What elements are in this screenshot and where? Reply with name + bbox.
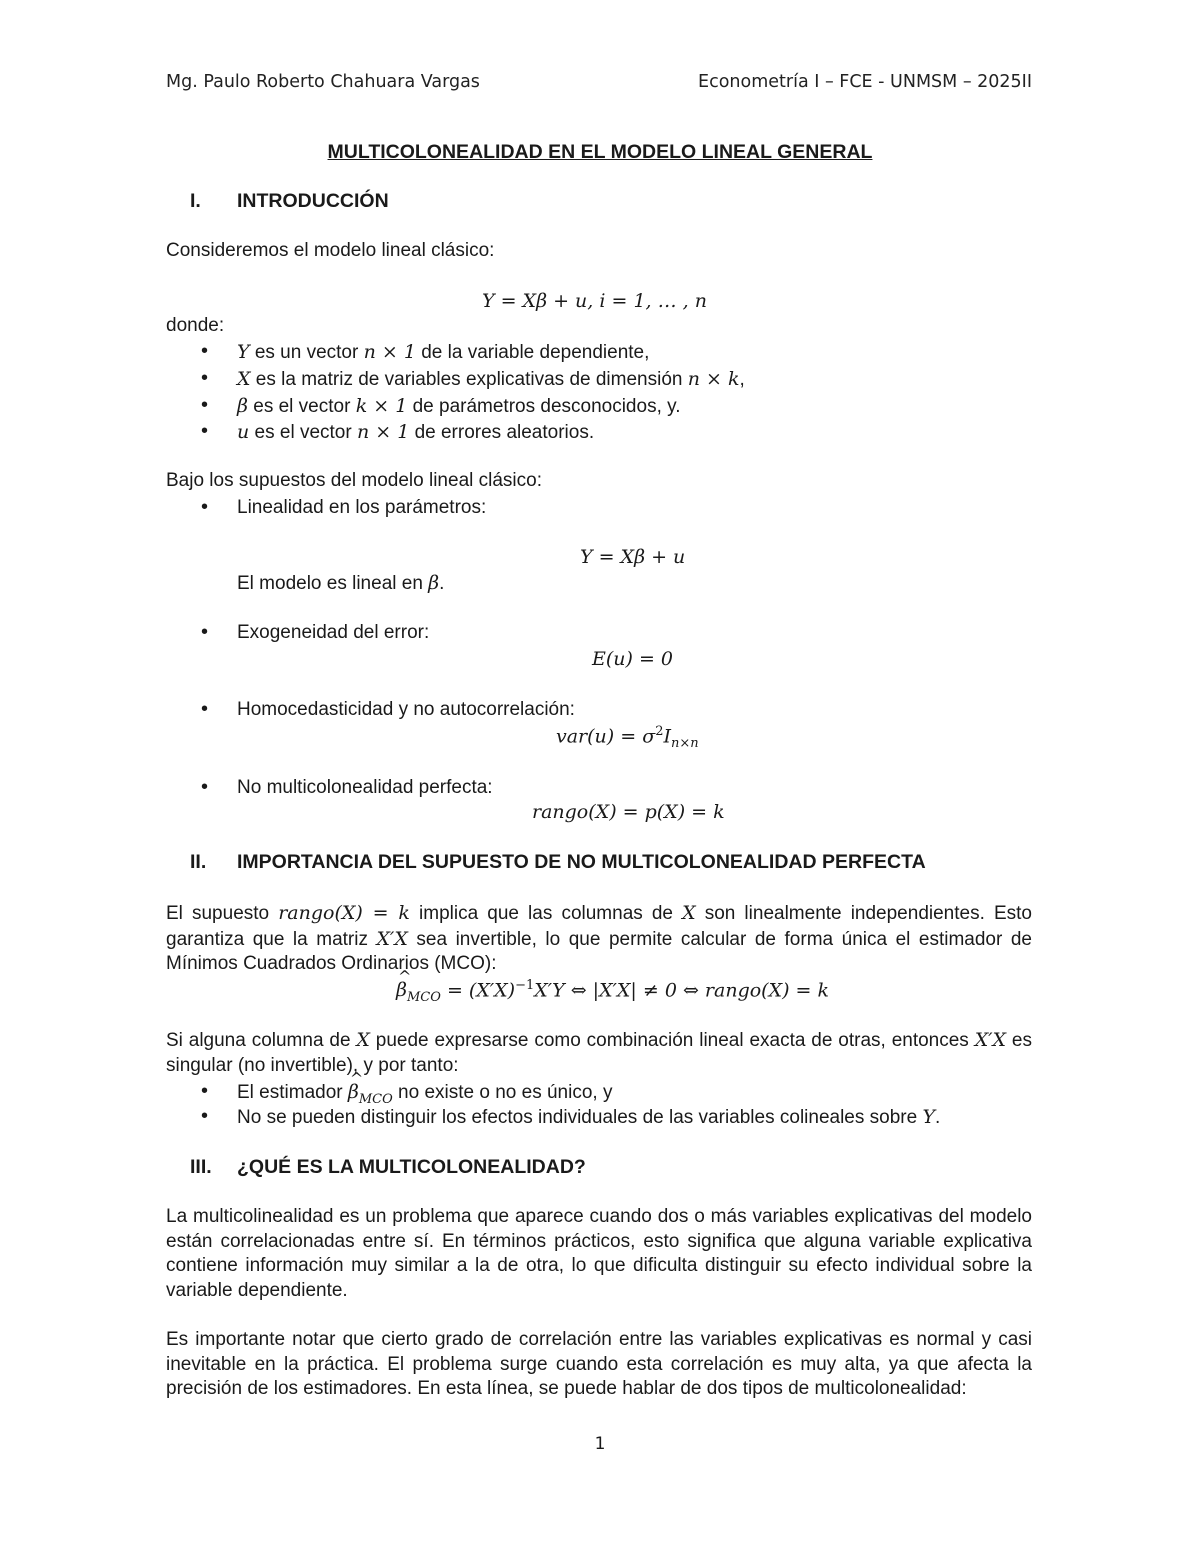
equation-main-model: Y = Xβ + u, i = 1, … , n bbox=[482, 290, 707, 312]
list-item: u es el vector n × 1 de errores aleatorios. bbox=[237, 421, 595, 443]
page-number: 1 bbox=[594, 1434, 606, 1454]
assumption-linearity: Linealidad en los parámetros: bbox=[237, 497, 487, 518]
donde-label: donde: bbox=[166, 315, 225, 336]
bullet-marker: • bbox=[201, 1080, 209, 1102]
section-3-number: III. bbox=[190, 1156, 212, 1178]
bullet-marker: • bbox=[201, 1105, 209, 1127]
section-1-title: INTRODUCCIÓN bbox=[237, 190, 389, 212]
document-title: MULTICOLONEALIDAD EN EL MODELO LINEAL GENERAL bbox=[327, 141, 873, 163]
section-2-title: IMPORTANCIA DEL SUPUESTO DE NO MULTICOLONEALIDAD PERFECTA bbox=[237, 851, 926, 873]
assumption-homoscedasticity: Homocedasticidad y no autocorrelación: bbox=[237, 699, 575, 720]
list-item: X es la matriz de variables explicativas de dimensión n × k, bbox=[237, 368, 745, 390]
assumption-no-multicollinearity: No multicolonealidad perfecta: bbox=[237, 777, 493, 798]
section-1-number: I. bbox=[190, 190, 201, 212]
section-3-paragraph-1: La multicolinealidad es un problema que aparece cuando dos o más variables explicativas del modelo están correlacionadas entre sí. En términos prácticos, esto significa que alguna variable explicativa contiene información muy similar a la de otra, lo que dificulta distinguir su efecto individual sobre la variable dependiente. bbox=[166, 1206, 1032, 1301]
equation-ols-estimator: ^ $\beta_{MCO} = (X'X)^{-1}X'Y$ ⇔ |X′X| ≠ 0 ⇔ rango(X) = k bbox=[396, 978, 829, 1005]
list-item: No se pueden distinguir los efectos individuales de las variables colineales sobre Y. bbox=[237, 1106, 941, 1128]
bullet-marker: • bbox=[201, 367, 209, 389]
section-2-paragraph-1: El supuesto rango(X) = k implica que las columnas de X son linealmente independientes. Esto garantiza que la matriz X′X sea invertible, lo que permite calcular de forma única el estimador de Mínimos Cuadrados Ordinarios (MCO): bbox=[166, 902, 1032, 974]
bullet-marker: • bbox=[201, 698, 209, 720]
list-item: β es el vector k × 1 de parámetros desconocidos, y. bbox=[237, 395, 681, 417]
assumptions-intro: Bajo los supuestos del modelo lineal clásico: bbox=[166, 470, 542, 491]
section-3-title: ¿QUÉ ES LA MULTICOLONEALIDAD? bbox=[237, 1156, 586, 1178]
equation-linearity: Y = Xβ + u bbox=[580, 546, 686, 568]
assumption-exogeneity: Exogeneidad del error: bbox=[237, 622, 430, 643]
bullet-marker: • bbox=[201, 394, 209, 416]
list-item: Y es un vector n × 1 de la variable dependiente, bbox=[237, 341, 650, 363]
section-2-number: II. bbox=[190, 851, 207, 873]
bullet-marker: • bbox=[201, 621, 209, 643]
section-3-paragraph-2: Es importante notar que cierto grado de correlación entre las variables explicativas es normal y casi inevitable en la práctica. El problema surge cuando esta correlación es muy alta, ya que afecta la precisión de los estimadores. En esta línea, se puede hablar de dos tipos de multicolonealidad: bbox=[166, 1329, 1032, 1399]
equation-rank: rango(X) = p(X) = k bbox=[532, 801, 725, 823]
linearity-note: El modelo es lineal en β. bbox=[237, 572, 445, 594]
equation-exogeneity: E(u) = 0 bbox=[592, 648, 674, 670]
bullet-marker: • bbox=[201, 420, 209, 442]
bullet-marker: • bbox=[201, 340, 209, 362]
equation-variance: $var(u) = \sigma^2I_{n\times n}$ bbox=[556, 724, 699, 752]
list-item: El estimador ^ $\beta_{MCO}$ no existe o no es único, y bbox=[237, 1081, 612, 1107]
header-course: Econometría I – FCE - UNMSM – 2025II bbox=[698, 72, 1032, 92]
header-author: Mg. Paulo Roberto Chahuara Vargas bbox=[166, 72, 480, 92]
bullet-marker: • bbox=[201, 776, 209, 798]
section-2-paragraph-2: Si alguna columna de X puede expresarse como combinación lineal exacta de otras, entonces X′X es singular (no invertible), y por tanto: bbox=[166, 1029, 1032, 1076]
intro-paragraph: Consideremos el modelo lineal clásico: bbox=[166, 240, 495, 261]
bullet-marker: • bbox=[201, 496, 209, 518]
